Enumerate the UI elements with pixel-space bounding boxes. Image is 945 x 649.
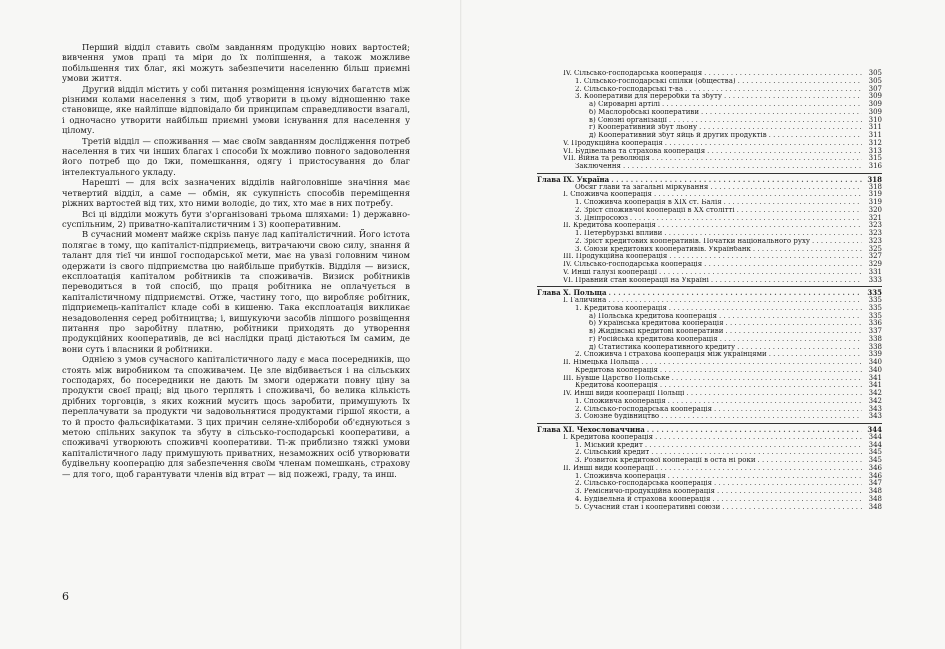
- toc-entry-page: 325: [868, 244, 882, 253]
- toc-entry-page: 342: [868, 396, 882, 405]
- toc-leader-dots: [661, 413, 862, 421]
- toc-entry-page: 329: [868, 260, 882, 268]
- toc-entry-label: II. Инші види кооперації: [563, 464, 654, 472]
- toc-entry-page: 309: [868, 107, 882, 116]
- toc-entry-label: 1. Міський кредит: [575, 441, 643, 449]
- toc-entry-label: II. Кредитова кооперація: [563, 222, 656, 230]
- toc-entry-label: 1. Споживча кооперація: [575, 397, 666, 405]
- toc-entry-page: 340: [868, 358, 882, 366]
- toc-entry: [537, 269, 882, 277]
- toc-leader-dots: [769, 351, 862, 359]
- toc-leader-dots: [722, 504, 862, 512]
- toc-entry-page: 323: [868, 229, 882, 237]
- toc-entry: [537, 375, 882, 383]
- toc-leader-dots: [669, 253, 862, 261]
- toc-leader-dots: [707, 148, 862, 156]
- toc-entry-page: 313: [868, 146, 882, 155]
- toc-entry-page: 310: [868, 115, 882, 124]
- chapter-divider: [537, 173, 882, 174]
- toc-entry: [537, 413, 882, 421]
- toc-entry: [537, 504, 882, 512]
- toc-entry: [537, 230, 882, 238]
- toc-entry-label: VI. Будівельна та страхова кооперація: [563, 147, 706, 155]
- toc-entry-label: 3. Союзи кредитових кооперативів. Українбанк: [575, 245, 751, 253]
- toc-entry: [537, 215, 882, 223]
- page-number: 6: [62, 590, 69, 603]
- toc-entry-page: 346: [868, 471, 882, 480]
- toc-entry-page: 337: [868, 327, 882, 335]
- toc-leader-dots: [737, 207, 862, 215]
- toc-leader-dots: [753, 246, 862, 254]
- toc-entry-page: 348: [868, 487, 882, 495]
- toc-entry: [537, 473, 882, 481]
- paragraph: Всі ці відділи можуть бути з'організовані трьома шляхами: 1) державно-суспільним, 2) приватно-капіталистичним і 3) кооперативним.: [62, 208, 410, 229]
- toc-leader-dots: [704, 70, 862, 78]
- toc-entry: [537, 140, 882, 148]
- toc-entry-label: 1. Сільсько-господарські спілки (общества): [575, 77, 736, 85]
- toc-leader-dots: [711, 277, 862, 285]
- toc-leader-dots: [710, 184, 862, 192]
- toc-entry-page: 339: [868, 350, 882, 359]
- paragraph: Другий відділ містить у собі питання розміщення існуючих багатств між різними колами населення з тим, щоб утворити в цьому відношенню таке становище, яке найліпше відповідало би принципам справедливости взагалі, і одночасно утворити найбільш приємні умови існування для населення у цілому.: [62, 83, 410, 136]
- toc-leader-dots: [652, 155, 862, 163]
- toc-entry-page: 335: [868, 303, 882, 312]
- toc-entry-label: в) Союзні організації: [589, 116, 667, 124]
- toc-entry-page: 320: [868, 205, 882, 214]
- toc-entry: [537, 406, 882, 414]
- toc-entry-label: Глава X. Польща: [537, 289, 607, 297]
- toc-entry: [537, 480, 882, 488]
- paragraph: Перший відділ ставить своїм завданням продукцію нових вартостей; вивчення умов праці та міри до їх поліпшення, а також можливе побільшення тих благ, які можуть забезпечити населенню більш приємні умови життя.: [62, 42, 410, 84]
- body-text: [62, 42, 410, 479]
- toc-entry-page: 323: [868, 221, 882, 230]
- toc-entry-page: 309: [868, 100, 882, 108]
- toc-entry-label: г) Російська кредитова кооперація: [589, 335, 718, 343]
- toc-entry-page: 319: [868, 198, 882, 206]
- toc-leader-dots: [609, 289, 862, 297]
- toc-entry-page: 344: [868, 440, 882, 449]
- toc-entry: [537, 155, 882, 163]
- toc-entry-page: 316: [868, 162, 882, 170]
- toc-entry-label: VII. Війна та революція: [563, 155, 650, 163]
- toc-entry-label: 1. Споживча кооперація: [575, 472, 666, 480]
- toc-entry-page: 307: [868, 84, 882, 93]
- toc-leader-dots: [623, 163, 862, 171]
- toc-leader-dots: [725, 328, 862, 336]
- toc-entry: [537, 78, 882, 86]
- toc-entry-label: 2. Споживча і страхова кооперація між українцями: [575, 351, 767, 359]
- toc-entry: [537, 328, 882, 336]
- toc-entry-label: Обсяг глави та загальні міркування: [575, 183, 709, 191]
- toc-entry-label: III. Продукційна кооперація: [563, 253, 668, 261]
- toc-entry: [537, 351, 882, 359]
- toc-leader-dots: [724, 199, 862, 207]
- toc-leader-dots: [608, 297, 862, 305]
- toc-leader-dots: [611, 176, 862, 184]
- toc-entry: [537, 344, 882, 352]
- toc-leader-dots: [714, 406, 862, 414]
- toc-entry-page: 311: [868, 131, 882, 139]
- toc-entry-label: 5. Сучасний стан і кооперативні союзи: [575, 503, 721, 511]
- toc-entry: [537, 496, 882, 504]
- toc-entry-label: 3. Дніпросоюз: [575, 214, 628, 222]
- left-page: [0, 0, 460, 649]
- toc-entry-page: 338: [868, 342, 882, 351]
- toc-entry: [537, 442, 882, 450]
- toc-entry-page: 345: [868, 448, 882, 457]
- toc-leader-dots: [720, 336, 862, 344]
- toc-entry-page: 343: [868, 404, 882, 413]
- toc-entry-label: б) Маслоробські кооперативи: [589, 108, 699, 116]
- toc-entry-page: 343: [868, 412, 882, 421]
- toc-entry-label: V. Продукційна кооперація: [563, 139, 663, 147]
- toc-entry: [537, 109, 882, 117]
- toc-entry-page: 336: [868, 319, 882, 328]
- toc-leader-dots: [660, 382, 862, 390]
- paragraph: Нарешті — для всіх зазначених відділів найголовніше значіння має четвертий відділ, а саме — обмін, як сукупність способів переміщення ріжних вартостей від тих, хто ними володіє, до тих, хто має в них потребу.: [62, 177, 410, 209]
- toc-leader-dots: [668, 473, 862, 481]
- toc-entry: [537, 390, 882, 398]
- toc-leader-dots: [645, 442, 862, 450]
- toc-entry-label: 2. Сільсько-господарська кооперація: [575, 480, 713, 488]
- toc-leader-dots: [719, 313, 862, 321]
- toc-leader-dots: [699, 124, 862, 132]
- right-page: [462, 0, 945, 649]
- toc-entry-page: 327: [868, 252, 882, 261]
- toc-entry: [537, 382, 882, 390]
- toc-leader-dots: [654, 191, 862, 199]
- toc-entry-page: 348: [868, 494, 882, 503]
- toc-entry-page: 347: [868, 479, 882, 488]
- toc-leader-dots: [641, 359, 862, 367]
- toc-leader-dots: [660, 367, 862, 375]
- toc-entry-label: а) Польська кредитова кооперація: [589, 312, 718, 320]
- toc-entry-page: 345: [868, 456, 882, 464]
- toc-entry-label: 3. Розвиток кредитової кооперації в оста ні роки: [575, 457, 756, 464]
- toc-leader-dots: [630, 215, 862, 223]
- toc-entry-page: 346: [868, 463, 882, 472]
- toc-entry: [537, 313, 882, 321]
- toc-entry-label: 2. Зріст споживчої кооперації в XX столітті: [575, 206, 735, 214]
- toc-entry-page: 312: [868, 138, 882, 147]
- toc-entry-label: 1. Кредитова кооперація: [575, 304, 667, 312]
- toc-entry-page: 342: [868, 389, 882, 397]
- toc-leader-dots: [672, 375, 862, 383]
- toc-entry-label: Глава XI. Чехословаччина: [537, 426, 645, 434]
- toc-entry-label: 1. Споживча кооперація в XIX ст. Балія: [575, 199, 722, 206]
- toc-entry: [537, 124, 882, 132]
- toc-leader-dots: [668, 398, 862, 406]
- toc-leader-dots: [665, 140, 862, 148]
- toc-entry: [537, 132, 882, 140]
- toc-leader-dots: [659, 269, 862, 277]
- toc-entry: [537, 449, 882, 457]
- toc-entry: [537, 246, 882, 254]
- toc-entry-page: 323: [868, 236, 882, 245]
- toc-entry-page: 333: [868, 275, 882, 284]
- toc-entry-page: 305: [868, 76, 882, 85]
- toc-entry: [537, 191, 882, 199]
- toc-entry-label: 2. Зріст кредитових кооперативів. Початки національного руху: [575, 237, 811, 245]
- toc-entry-label: II. Німецька Польща: [563, 359, 640, 366]
- toc-entry: [537, 367, 882, 375]
- toc-entry: [537, 222, 882, 230]
- toc-entry-label: 2. Сільсько-господарська кооперація: [575, 405, 713, 413]
- table-of-contents: [537, 70, 882, 511]
- toc-entry-label: I. Кредитова кооперація: [563, 433, 654, 441]
- toc-leader-dots: [758, 457, 862, 465]
- toc-entry: [537, 305, 882, 313]
- toc-entry: [537, 457, 882, 465]
- toc-entry-label: 3. Кооперативи для переробки та збуту: [575, 93, 722, 101]
- toc-entry-label: 3. Союзне будівництво: [575, 413, 660, 421]
- toc-entry-label: д) Статистика кооперативного кредиту: [589, 343, 736, 351]
- toc-entry: [537, 184, 882, 192]
- toc-entry-page: 331: [868, 267, 882, 276]
- toc-leader-dots: [737, 344, 862, 352]
- toc-entry-page: 335: [867, 288, 882, 298]
- toc-entry-page: 321: [868, 213, 882, 222]
- toc-entry: [537, 488, 882, 496]
- paragraph: Третій відділ — споживання — має своїм завданням дослідження потреб населення в тих чи інших благах і способи їх можливо повного задоволення його потреб що до їжи, помешкання, одягу і пристосування до благ інтелектуального укладу.: [62, 135, 410, 177]
- toc-entry-label: IV. Инші види кооперації Польщі: [563, 390, 685, 397]
- toc-entry-label: III. Бувше Царство Польське: [563, 374, 670, 382]
- chapter-divider: [537, 286, 882, 287]
- toc-entry: [537, 336, 882, 344]
- toc-entry-page: 309: [868, 92, 882, 101]
- toc-entry-page: 340: [868, 365, 882, 374]
- toc-leader-dots: [658, 222, 862, 230]
- toc-entry-label: 4. Будівельна й страхова кооперація: [575, 495, 711, 503]
- toc-leader-dots: [724, 93, 862, 101]
- toc-leader-dots: [664, 230, 862, 238]
- paragraph: Однією з умов сучасного капіталістичного ладу є маса посередників, що стоять між виробником та споживачем. Це зле відбивається і на сільських господарях, бо посередники не дають їм змоги одержати повну ціну за продукти своєї праці; від цього терплять і споживачі, бо велика кількість дрібних торговців, з яких кожний мусить щось заробити, примушують їх переплачувати за продукти чи задовольнятися продуктами гіршої якости, а то й просто фальсифікатами. З цих причин селяне-хлібороби об'єднуються з метою спільних закупок та збуту в сільсько-господарські кооперативи, а споживачі утворюють споживчі кооперативи. Ті-ж приблизно тяжкі умови капіталістичного ладу примушують приватних, незаможних осіб утворювати будівельну кооперацію для забезпечення своїм членам помешкань, страхову — для того, щоб гарантувати членів від втрат — від пожежі, граду, та инш.: [62, 354, 410, 479]
- toc-entry-page: 318: [867, 174, 882, 184]
- toc-entry-label: 1. Петербурзькі впливи: [575, 230, 663, 237]
- toc-entry-page: 338: [868, 334, 882, 343]
- toc-leader-dots: [717, 488, 862, 496]
- toc-leader-dots: [738, 78, 862, 86]
- toc-leader-dots: [669, 305, 862, 313]
- toc-leader-dots: [669, 117, 862, 125]
- toc-entry-label: 2. Сільсько-господарські т-ва: [575, 85, 684, 93]
- toc-leader-dots: [651, 449, 862, 457]
- toc-entry-label: б) Українська кредитова кооперація: [589, 320, 724, 328]
- toc-entry: [537, 238, 882, 246]
- toc-entry: [537, 277, 882, 285]
- toc-entry-label: I. Споживча кооперація: [563, 191, 652, 199]
- toc-leader-dots: [685, 86, 862, 94]
- toc-leader-dots: [655, 434, 862, 442]
- toc-entry-label: IV. Сільсько-господарська кооперація: [563, 261, 703, 268]
- toc-entry-label: 2. Сільський кредит: [575, 449, 650, 457]
- toc-entry-label: V. Инші галузі кооперації: [563, 268, 657, 276]
- toc-leader-dots: [662, 101, 862, 109]
- paragraph: В сучасний момент майже скрізь панує лад капіталістичний. Його істота полягає в тому, що капіталіст-підприємець, витрачаючи свою силу, знання й талант для тієї чи иншої господарської мети, має на увазі головним чином одержати із свого підприємства цю найбільше прибутків. Відділя — визиск, експлоатація капіталом робітників та споживачів. Визиск робітників переводиться в той спосіб, що праця робітника не оплачується в капіталістичному підприємстві. Отже, частину того, що виробляє робітник, підприємець-капіталіст кладе собі в кишеню. Така експлоатація викликає незадоволення серед робітництва; і, вишукуючи засобів ліпшого розвіщення питання про заробітну платню, робітники приходять до утворення продукційних кооперативів, де всі наслідки праці дістаються їм самим, де вони суть і власники й робітники.: [62, 229, 410, 354]
- toc-entry-label: Кредитова кооперація: [575, 366, 658, 374]
- toc-entry-label: в) Жидівські кредитові кооперативи: [589, 328, 724, 335]
- toc-leader-dots: [769, 132, 862, 140]
- toc-entry: [537, 434, 882, 442]
- toc-entry-label: VI. Правний стан кооперації на Україні: [563, 276, 709, 284]
- toc-leader-dots: [656, 465, 862, 473]
- toc-entry-page: 348: [868, 502, 882, 511]
- toc-chapter-heading: [537, 176, 882, 184]
- toc-chapter-heading: [537, 426, 882, 434]
- toc-entry-page: 335: [868, 311, 882, 320]
- toc-leader-dots: [647, 426, 862, 434]
- toc-chapter-heading: [537, 289, 882, 297]
- toc-entry-label: IV. Сільсько-господарська кооперація: [563, 70, 703, 77]
- toc-entry: [537, 148, 882, 156]
- toc-leader-dots: [686, 390, 862, 398]
- toc-entry: [537, 199, 882, 207]
- toc-leader-dots: [712, 496, 862, 504]
- toc-leader-dots: [726, 320, 863, 328]
- toc-entry: [537, 117, 882, 125]
- toc-entry: [537, 297, 882, 305]
- toc-entry-label: Кредитова кооперація: [575, 382, 658, 390]
- toc-entry: [537, 101, 882, 109]
- toc-entry: [537, 86, 882, 94]
- toc-entry: [537, 70, 882, 78]
- toc-entry: [537, 261, 882, 269]
- toc-entry: [537, 253, 882, 261]
- toc-entry-page: 335: [868, 296, 882, 304]
- toc-entry: [537, 163, 882, 171]
- toc-leader-dots: [812, 238, 862, 246]
- toc-entry: [537, 359, 882, 367]
- toc-entry-page: 311: [868, 123, 882, 132]
- toc-entry-label: I. Галичина: [563, 297, 607, 304]
- toc-entry-page: 319: [868, 190, 882, 199]
- toc-entry: [537, 465, 882, 473]
- toc-entry-page: 305: [868, 69, 882, 77]
- toc-entry-page: 315: [868, 154, 882, 163]
- toc-entry: [537, 207, 882, 215]
- toc-entry-label: Заключення: [575, 163, 621, 170]
- toc-leader-dots: [704, 261, 862, 269]
- toc-entry-page: 344: [867, 425, 882, 434]
- toc-entry-page: 344: [868, 432, 882, 441]
- toc-entry-page: 341: [868, 381, 882, 390]
- toc-entry-label: 3. Ремісничо-продукційна кооперація: [575, 488, 715, 495]
- toc-entry-label: г) Кооперативний збут льону: [589, 124, 698, 132]
- toc-entry-page: 318: [868, 182, 882, 191]
- toc-entry-label: Глава IX. Україна: [537, 175, 610, 184]
- toc-leader-dots: [701, 109, 862, 117]
- toc-entry: [537, 320, 882, 328]
- toc-entry-label: д) Кооперативний збут яйць й других продуктів: [589, 132, 767, 139]
- toc-entry-label: а) Сироварні артілі: [589, 101, 661, 108]
- toc-entry-page: 341: [868, 373, 882, 382]
- toc-entry: [537, 398, 882, 406]
- toc-entry: [537, 93, 882, 101]
- toc-leader-dots: [714, 480, 862, 488]
- chapter-divider: [537, 423, 882, 424]
